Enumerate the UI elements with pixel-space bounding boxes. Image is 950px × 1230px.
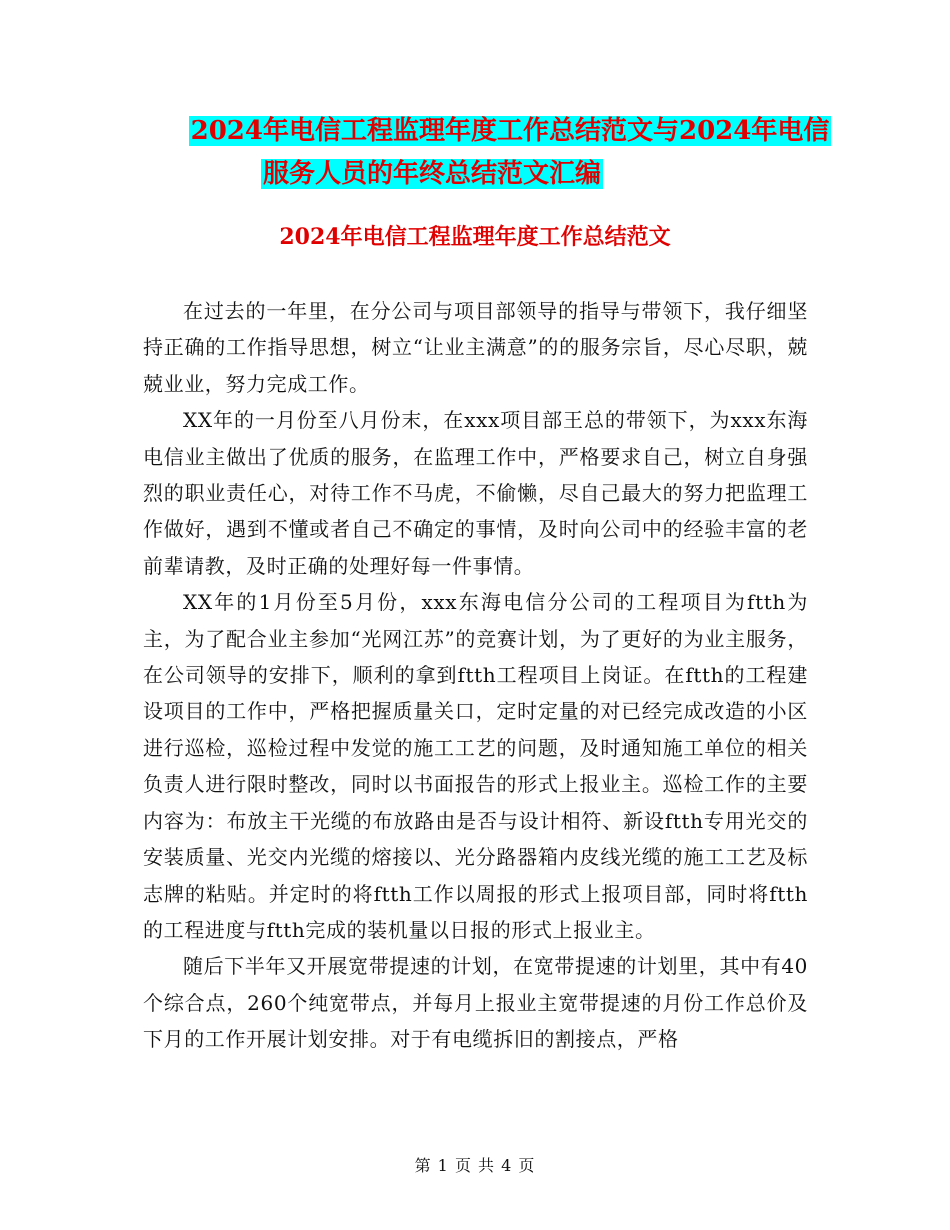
section-title: 2024年电信工程监理年度工作总结范文 bbox=[279, 224, 671, 250]
paragraph-3: XX年的1月份至5月份，xxx东海电信分公司的工程项目为ftth为主，为了配合业主参加“光网江苏”的竞赛计划，为了更好的为业主服务，在公司领导的安排下，顺利的拿到ftth工程项目上岗证。在ftth的工程建设项目的工作中，严格把握质量关口，定时定量的对已经完成改造的小区进行巡检，巡检过程中发觉的施工工艺的问题，及时通知施工单位的相关负责人进行限时整改，同时以书面报告的形式上报业主。巡检工作的主要内容为：布放主干光缆的布放路由是否与设计相符、新设ftth专用光交的安装质量、光交内光缆的熔接以、光分路器箱内皮线光缆的施工工艺及标志牌的粘贴。并定时的将ftth工作以周报的形式上报项目部，同时将ftth的工程进度与ftth完成的装机量以日报的形式上报业主。 bbox=[143, 590, 808, 942]
paragraph-2: XX年的一月份至八月份末，在xxx项目部王总的带领下，为xxx东海电信业主做出了优质的服务，在监理工作中，严格要求自己，树立自身强烈的职业责任心，对待工作不马虎，不偷懒，尽自己最大的努力把监理工作做好，遇到不懂或者自己不确定的事情，及时向公司中的经验丰富的老前辈请教，及时正确的处理好每一件事情。 bbox=[143, 408, 808, 578]
document-body bbox=[143, 293, 808, 1058]
document-title-line-2: 服务人员的年终总结范文汇编 bbox=[262, 159, 601, 189]
page-footer: 第 1 页 共 4 页 bbox=[414, 1156, 536, 1175]
paragraph-1: 在过去的一年里，在分公司与项目部领导的指导与带领下，我仔细坚持正确的工作指导思想，树立“让业主满意”的的服务宗旨，尽心尽职，兢兢业业，努力完成工作。 bbox=[143, 299, 808, 396]
document-title-line-1: 2024年电信工程监理年度工作总结范文与2024年电信 bbox=[190, 116, 830, 146]
paragraph-4: 随后下半年又开展宽带提速的计划，在宽带提速的计划里，其中有40个综合点，260个纯宽带点，并每月上报业主宽带提速的月份工作总价及下月的工作开展计划安排。对于有电缆拆旧的割接点，严格 bbox=[143, 954, 808, 1052]
